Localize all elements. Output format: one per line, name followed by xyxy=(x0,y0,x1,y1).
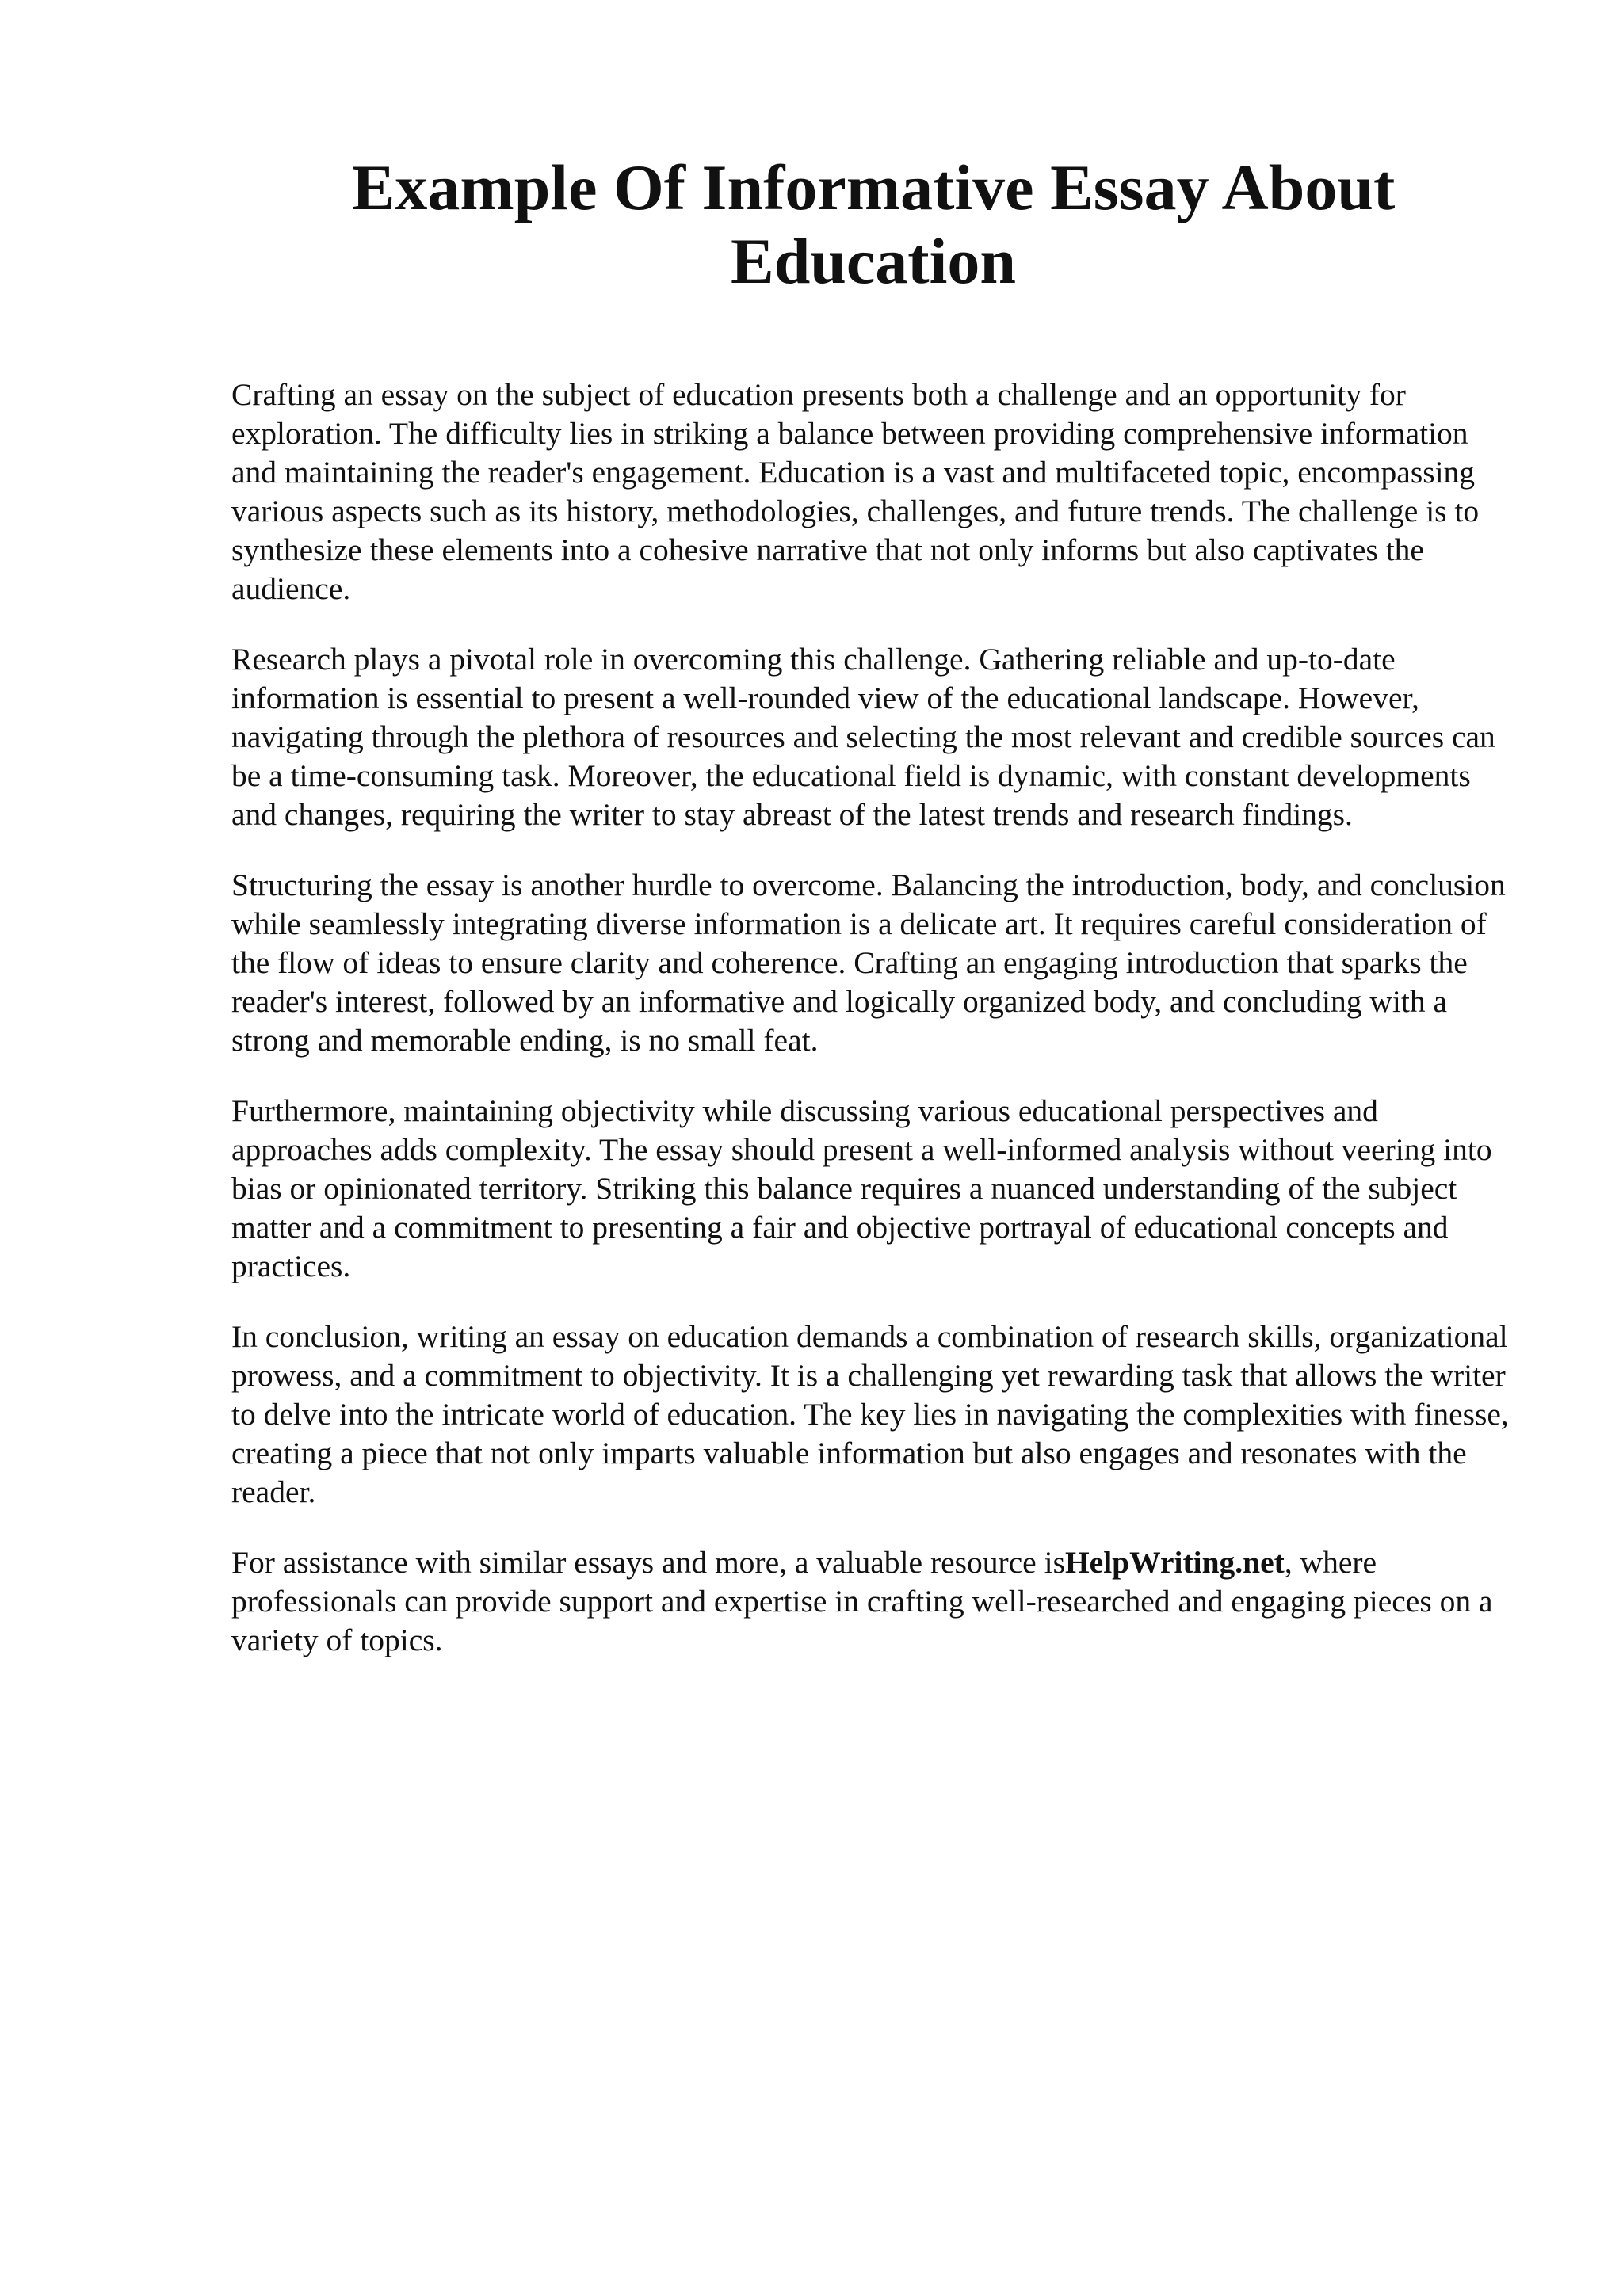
paragraph-1: Crafting an essay on the subject of education presents both a challenge and an opportunity for exploration. The difficulty lies in striking a balance between providing comprehensive information and maintaining the reader's engagement. Education is a vast and multifaceted topic, encompassing various aspects such as its history, methodologies, challenges, and future trends. The challenge is to synthesize these elements into a cohesive narrative that not only informs but also captivates the audience. xyxy=(231,377,1480,606)
closing-text-before: For assistance with similar essays and more, a valuable resource is xyxy=(231,1545,1065,1580)
paragraph-4: Furthermore, maintaining objectivity while discussing various educational perspectives and approaches adds complexity. The essay should present a well-informed analysis without veering into bias or opinionated territory. Striking this balance requires a nuanced understanding of the subject matter and a commitment to presenting a fair and objective portrayal of educational concepts and practices. xyxy=(231,1093,1492,1283)
essay-body xyxy=(231,376,1515,1691)
document-title: Example Of Informative Essay About Education xyxy=(351,151,1396,297)
paragraph-2: Research plays a pivotal role in overcoming this challenge. Gathering reliable and up-to-date information is essential to present a well-rounded view of the educational landscape. However, navigating through the plethora of resources and selecting the most relevant and credible sources can be a time-consuming task. Moreover, the educational field is dynamic, with constant developments and changes, requiring the writer to stay abreast of the latest trends and research findings. xyxy=(231,642,1495,832)
paragraph-5: In conclusion, writing an essay on education demands a combination of research skills, organizational prowess, and a commitment to objectivity. It is a challenging yet rewarding task that allows the writer to delve into the intricate world of education. The key lies in navigating the complexities with finesse, creating a piece that not only imparts valuable information but also engages and resonates with the reader. xyxy=(231,1319,1509,1509)
paragraph-3: Structuring the essay is another hurdle to overcome. Balancing the introduction, body, and conclusion while seamlessly integrating diverse information is a delicate art. It requires careful consideration of the flow of ideas to ensure clarity and coherence. Crafting an engaging introduction that sparks the reader's interest, followed by an informative and logically organized body, and concluding with a strong and memorable ending, is no small feat. xyxy=(231,868,1506,1058)
helpwriting-link[interactable]: HelpWriting.net xyxy=(1064,1545,1285,1580)
closing-paragraph xyxy=(231,1543,1515,1660)
closing-text-after: , where professionals can provide support and expertise in crafting well-researched and engaging pieces on a variety of topics. xyxy=(231,1545,1493,1657)
